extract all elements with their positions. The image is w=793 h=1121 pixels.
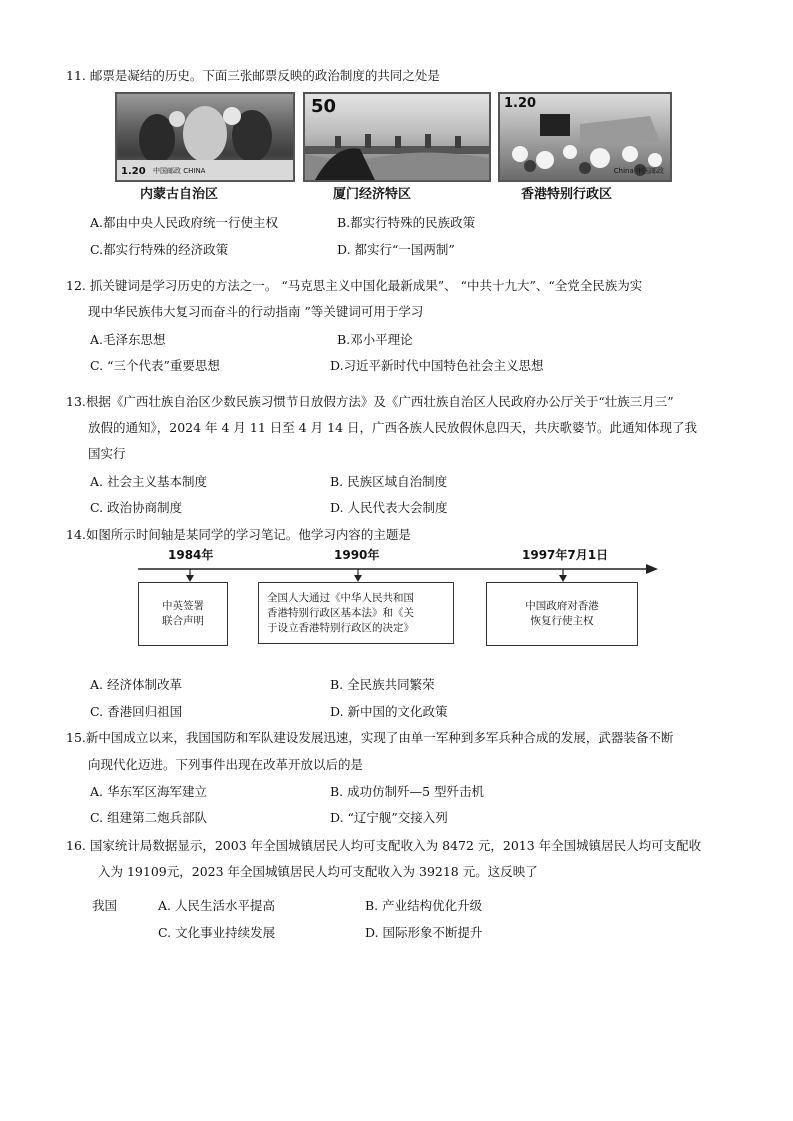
q13-option-b: B. 民族区域自治制度: [330, 474, 448, 489]
q16-stem-line2: 入为 19109元，2023 年全国城镇居民人均可支配收入为 39218 元。这反映了: [98, 864, 538, 879]
q12-stem-line1: 12. 抓关键词是学习历史的方法之一。 “马克思主义中国化最新成果”、 “中共十九大”、“全党全民族为实: [66, 278, 643, 293]
stamp-inner-mongolia: [115, 92, 295, 182]
stamp-caption-1: 内蒙古自治区: [140, 187, 219, 202]
stamp-value: 1.20: [121, 166, 146, 177]
q15-option-b: B. 成功仿制歼—5 型歼击机: [330, 784, 485, 799]
q15-option-d: D. “辽宁舰”交接入列: [330, 810, 448, 825]
q11-option-a: A.都由中央人民政府统一行使主权: [90, 215, 279, 230]
q14-option-b: B. 全民族共同繁荣: [330, 677, 435, 692]
q11-option-c: C.都实行特殊的经济政策: [90, 242, 229, 257]
q13-stem-line3: 国实行: [88, 446, 126, 461]
q12-option-c: C. “三个代表”重要思想: [90, 358, 220, 373]
timeline-year-2: 1990年: [334, 548, 380, 562]
q13-option-a: A. 社会主义基本制度: [90, 474, 207, 489]
q11-stem: 11. 邮票是凝结的历史。下面三张邮票反映的政治制度的共同之处是: [66, 68, 440, 83]
q16-option-a: A. 人民生活水平提高: [158, 898, 275, 913]
stamp-country: 中国邮政 CHINA: [153, 167, 206, 175]
timeline-event-1: 中英签署 联合声明: [138, 582, 228, 646]
stamp-value: 50: [311, 96, 337, 117]
q13-option-c: C. 政治协商制度: [90, 500, 183, 515]
q15-option-c: C. 组建第二炮兵部队: [90, 810, 208, 825]
timeline-year-1: 1984年: [168, 548, 214, 562]
q13-option-d: D. 人民代表大会制度: [330, 500, 448, 515]
timeline-event-2: 全国人大通过《中华人民共和国 香港特别行政区基本法》和《关 于设立香港特别行政区的决定》: [258, 582, 454, 644]
q12-option-d: D.习近平新时代中国特色社会主义思想: [330, 358, 544, 373]
q12-option-b: B.邓小平理论: [337, 332, 413, 347]
q11-option-b: B.都实行特殊的民族政策: [337, 215, 476, 230]
q11-option-d: D. 都实行“一国两制”: [337, 242, 455, 257]
timeline-figure: [130, 544, 665, 654]
stamp-country: China 中国邮政: [613, 167, 664, 175]
q15-stem-line1: 15.新中国成立以来，我国国防和军队建设发展迅速，实现了由单一军种到多军兵种合成的发展，武器装备不断: [66, 730, 674, 745]
stamp-hong-kong: [498, 92, 672, 182]
q14-option-d: D. 新中国的文化政策: [330, 704, 448, 719]
q16-stem-line1: 16. 国家统计局数据显示，2003 年全国城镇居民人均可支配收入为 8472 元，2013 年全国城镇居民人均可支配收: [66, 838, 702, 853]
stamp-xiamen: [303, 92, 491, 182]
q13-stem-line1: 13.根据《广西壮族自治区少数民族习惯节日放假方法》及《广西壮族自治区人民政府办公厅关于“壮族三月三”: [66, 394, 674, 409]
q16-option-d: D. 国际形象不断提升: [365, 925, 483, 940]
q12-option-a: A.毛泽东思想: [90, 332, 166, 347]
q16-option-b: B. 产业结构优化升级: [365, 898, 483, 913]
q16-option-c: C. 文化事业持续发展: [158, 925, 276, 940]
stamp-value: 1.20: [504, 96, 537, 111]
timeline-event-3: 中国政府对香港 恢复行使主权: [486, 582, 638, 646]
q13-stem-line2: 放假的通知》，2024 年 4 月 11 日至 4 月 14 日，广西各族人民放假休息四天，共庆歌婆节。此通知体现了我: [88, 420, 698, 435]
q14-option-a: A. 经济体制改革: [90, 677, 182, 692]
stamp-caption-2: 厦门经济特区: [333, 187, 412, 202]
q12-stem-line2: 现中华民族伟大复习而奋斗的行动指南 ”等关键词可用于学习: [88, 304, 424, 319]
q14-option-c: C. 香港回归祖国: [90, 704, 183, 719]
q14-stem: 14.如图所示时间轴是某同学的学习笔记。他学习内容的主题是: [66, 527, 411, 542]
q15-stem-line2: 向现代化迈进。下列事件出现在改革开放以后的是: [88, 757, 364, 772]
q15-option-a: A. 华东军区海军建立: [90, 784, 207, 799]
stamp-caption-3: 香港特别行政区: [521, 187, 613, 202]
q16-stem-lead: 我国: [92, 898, 118, 913]
timeline-year-3: 1997年7月1日: [522, 548, 609, 562]
